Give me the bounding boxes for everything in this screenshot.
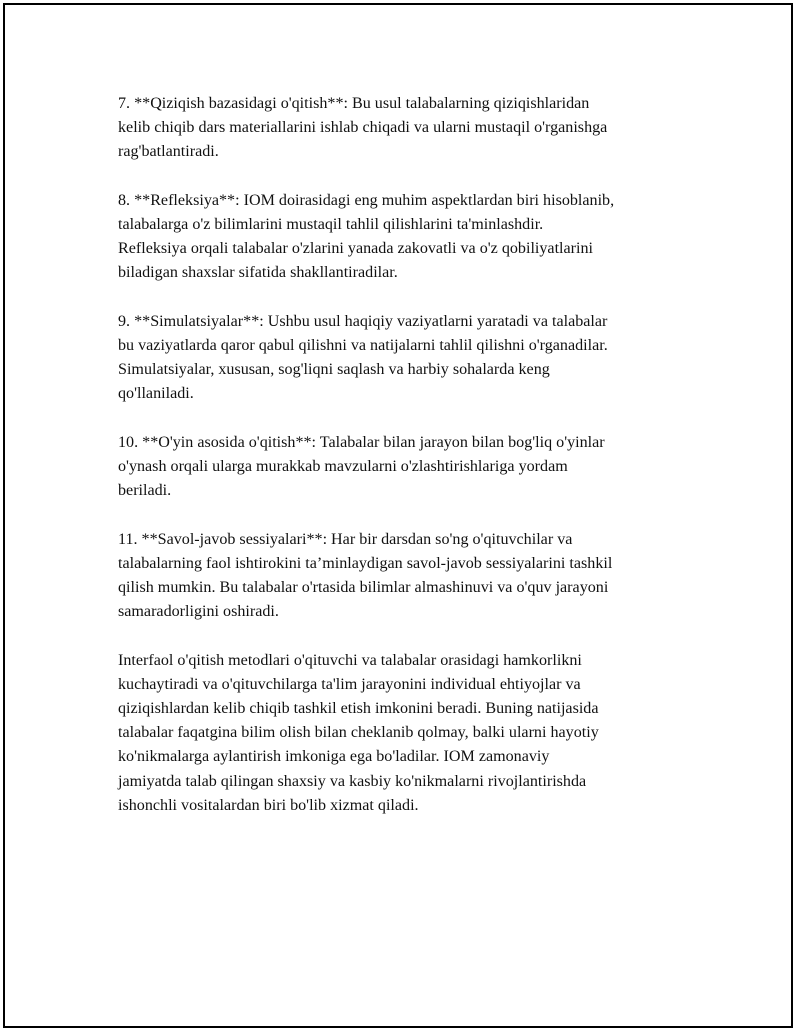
text-line: qo'llaniladi. bbox=[118, 385, 194, 403]
text-line: 10. **O'yin asosida o'qitish**: Talabalar bilan jarayon bilan bog'liq o'yinlar bbox=[118, 433, 605, 451]
text-line: kelib chiqib dars materiallarini ishlab chiqadi va ularni mustaqil o'rganishga bbox=[118, 119, 608, 137]
text-line: bu vaziyatlarda qaror qabul qilishni va natijalarni tahlil qilishni o'rganadilar. bbox=[118, 337, 608, 354]
text-line: talabalarning faol ishtirokini ta’minlaydigan savol-javob sessiyalarini tashkil bbox=[118, 554, 613, 572]
text-line: rag'batlantiradi. bbox=[118, 143, 219, 161]
paragraph-reflection-item-7 bbox=[118, 92, 708, 165]
paragraph-item-8 bbox=[118, 189, 708, 286]
text-line: 11. **Savol-javob sessiyalari**: Har bir darsdan so'ng o'qituvchilar va bbox=[118, 530, 573, 548]
text-line: ishonchli vositalardan biri bo'lib xizmat qiladi. bbox=[118, 796, 419, 814]
text-line: Refleksiya orqali talabalar o'zlarini yanada zakovatli va o'z qobiliyatlarini bbox=[118, 240, 594, 258]
text-line: talabalar faqatgina bilim olish bilan cheklanib qolmay, balki ularni hayotiy bbox=[118, 724, 599, 742]
paragraph-item-10 bbox=[118, 431, 708, 504]
text-line: biladigan shaxslar sifatida shakllantiradilar. bbox=[118, 264, 398, 282]
text-line: ko'nikmalarga aylantirish imkoniga ega bo'ladilar. IOM zamonaviy bbox=[118, 748, 550, 766]
text-line: qiziqishlardan kelib chiqib tashkil etish imkonini beradi. Buning natijasida bbox=[118, 700, 599, 717]
text-line: talabalarga o'z bilimlarini mustaqil tahlil qilishlarini ta'minlashdir. bbox=[118, 216, 544, 233]
paragraph-item-11 bbox=[118, 528, 708, 625]
paragraph-conclusion bbox=[118, 649, 708, 818]
text-line: samaradorligini oshiradi. bbox=[118, 603, 279, 621]
paragraph-item-9 bbox=[118, 310, 708, 407]
text-line: 9. **Simulatsiyalar**: Ushbu usul haqiqiy vaziyatlarni yaratadi va talabalar bbox=[118, 312, 608, 330]
text-line: o'ynash orqali ularga murakkab mavzularni o'zlashtirishlariga yordam bbox=[118, 458, 568, 475]
text-line: jamiyatda talab qilingan shaxsiy va kasbiy ko'nikmalarni rivojlantirishda bbox=[118, 772, 587, 790]
text-line: qilish mumkin. Bu talabalar o'rtasida bilimlar almashinuvi va o'quv jarayoni bbox=[118, 579, 609, 596]
document-body bbox=[118, 92, 708, 842]
text-line: beriladi. bbox=[118, 482, 172, 500]
text-line: Simulatsiyalar, xususan, sog'liqni saqlash va harbiy sohalarda keng bbox=[118, 361, 550, 379]
text-line: kuchaytiradi va o'qituvchilarga ta'lim jarayonini individual ehtiyojlar va bbox=[118, 675, 581, 693]
text-line: 7. **Qiziqish bazasidagi o'qitish**: Bu usul talabalarning qiziqishlaridan bbox=[118, 95, 590, 112]
text-line: 8. **Refleksiya**: IOM doirasidagi eng muhim aspektlardan biri hisoblanib, bbox=[118, 191, 615, 209]
text-line: Interfaol o'qitish metodlari o'qituvchi va talabalar orasidagi hamkorlikni bbox=[118, 651, 582, 669]
